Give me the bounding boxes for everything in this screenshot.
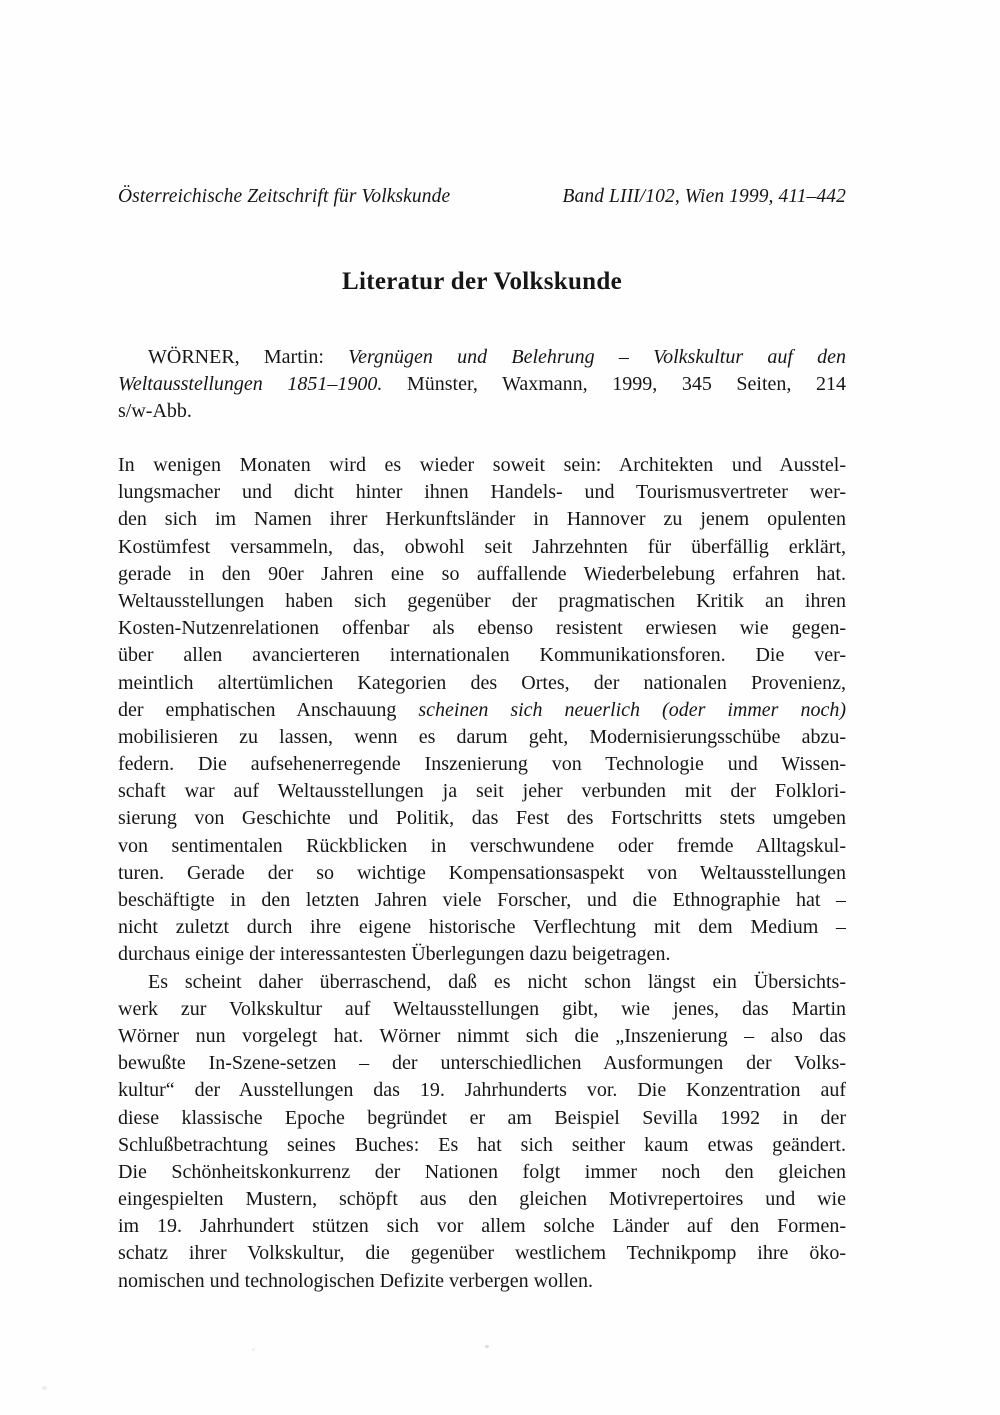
text-segment: sierung von Geschichte und Politik, das Fest des Fortschritts stets umgeben (118, 807, 846, 830)
italic-text-segment: Weltausstellungen 1851–1900. (118, 373, 383, 396)
text-segment: meintlich altertümlichen Kategorien des Ortes, der nationalen Provenienz, (118, 671, 846, 694)
text-segment: schatz ihrer Volkskultur, die gegenüber westlichem Technikpomp ihre öko- (118, 1242, 846, 1265)
body-paragraph-1 (118, 452, 846, 969)
text-line (118, 670, 846, 697)
text-segment: gerade in den 90er Jahren eine so auffallende Wiederbelebung erfahren hat. (118, 562, 846, 585)
text-line (118, 1240, 846, 1267)
text-line (118, 1268, 846, 1295)
page-title: Literatur der Volkskunde (342, 268, 622, 295)
text-segment: beschäftigte in den letzten Jahren viele Forscher, und die Ethnographie hat – (118, 889, 846, 911)
text-segment: Weltausstellungen haben sich gegenüber der pragmatischen Kritik an ihren (118, 589, 846, 612)
text-segment: eingespielten Mustern, schöpft aus den gleichen Motivrepertoires und wie (118, 1188, 846, 1211)
text-line (118, 1213, 846, 1240)
journal-name: Österreichische Zeitschrift für Volkskunde (118, 186, 451, 207)
text-line (118, 452, 846, 479)
text-line (118, 1050, 846, 1077)
text-segment: schaft war auf Weltausstellungen ja seit jeher verbunden mit der Folklori- (118, 780, 846, 803)
text-segment: den sich im Namen ihrer Herkunftsländer in Hannover zu jenem opulenten (118, 508, 846, 531)
text-line (118, 344, 846, 371)
text-segment: kultur“ der Ausstellungen das 19. Jahrhunderts vor. Die Konzentration auf (118, 1079, 846, 1102)
text-segment: mobilisieren zu lassen, wenn es darum geht, Modernisierungsschübe abzu- (118, 725, 846, 748)
text-line (118, 1077, 846, 1104)
scan-speck (42, 1386, 47, 1390)
text-segment: werk zur Volkskultur auf Weltausstellungen gibt, wie jenes, das Martin (118, 997, 846, 1020)
scan-speck (485, 1345, 489, 1348)
text-line (118, 941, 846, 968)
body-paragraph-2 (118, 969, 846, 1295)
italic-text-segment: scheinen sich neuerlich (oder immer noch) (418, 698, 846, 721)
text-segment: In wenigen Monaten wird es wieder soweit sein: Architekten und Ausstel- (118, 454, 846, 476)
text-line (118, 996, 846, 1023)
text-line (118, 914, 846, 941)
italic-text-segment: Vergnügen und Belehrung – Volkskultur auf den (348, 346, 846, 368)
text-line (118, 724, 846, 751)
issue-info: Band LIII/102, Wien 1999, 411–442 (562, 186, 846, 207)
text-line (118, 534, 846, 561)
text-line (118, 1132, 846, 1159)
text-line (118, 833, 846, 860)
text-segment: von sentimentalen Rückblicken in verschwundene oder fremde Alltagskul- (118, 834, 846, 857)
text-segment: Münster, Waxmann, 1999, 345 Seiten, 214 (382, 373, 846, 396)
text-segment: nicht zuletzt durch ihre eigene historische Verflechtung mit dem Medium – (118, 916, 846, 939)
text-segment: Es scheint daher überraschend, daß es nicht schon längst ein Übersichts- (148, 970, 846, 993)
text-segment: Die Schönheitskonkurrenz der Nationen folgt immer noch den gleichen (118, 1160, 846, 1183)
text-segment: federn. Die aufsehenerregende Inszenierung von Technologie und Wissen- (118, 753, 846, 776)
body-text (118, 452, 846, 1295)
text-segment: im 19. Jahrhundert stützen sich vor allem solche Länder auf den Formen- (118, 1215, 846, 1238)
text-segment: Kostümfest versammeln, das, obwohl seit Jahrzehnten für überfällig erklärt, (118, 535, 846, 558)
text-segment: lungsmacher und dicht hinter ihnen Handels- und Tourismusvertreter wer- (118, 481, 846, 504)
text-line (118, 860, 846, 887)
text-line (118, 969, 846, 996)
text-segment: durchaus einige der interessantesten Überlegungen dazu beigetragen. (118, 943, 671, 966)
text-segment: Wörner nun vorgelegt hat. Wörner nimmt sich die „Inszenierung – also das (118, 1024, 846, 1047)
text-segment: diese klassische Epoche begründet er am Beispiel Sevilla 1992 in der (118, 1106, 846, 1129)
running-head (118, 186, 846, 208)
text-line (118, 1023, 846, 1050)
text-segment: Kosten-Nutzenrelationen offenbar als ebenso resistent erwiesen wie gegen- (118, 617, 846, 640)
text-line (118, 1159, 846, 1186)
text-line (118, 561, 846, 588)
text-line (118, 398, 846, 425)
text-line (118, 751, 846, 778)
text-line (118, 615, 846, 642)
text-line (118, 1105, 846, 1132)
text-segment: s/w-Abb. (118, 400, 192, 423)
text-segment: turen. Gerade der so wichtige Kompensationsaspekt von Weltausstellungen (118, 861, 846, 884)
text-line (118, 778, 846, 805)
citation-paragraph (118, 344, 846, 426)
text-segment: über allen avancierteren internationalen Kommunikationsforen. Die ver- (118, 644, 846, 667)
text-line (118, 697, 846, 724)
text-line (118, 805, 846, 832)
text-segment: bewußte In-Szene-setzen – der unterschiedlichen Ausformungen der Volks- (118, 1052, 846, 1075)
text-line (118, 642, 846, 669)
text-segment: nomischen und technologischen Defizite verbergen wollen. (118, 1269, 594, 1292)
text-line (118, 588, 846, 615)
text-line (118, 887, 846, 914)
text-line (118, 371, 846, 398)
text-line (118, 506, 846, 533)
scan-speck (252, 1348, 255, 1351)
text-line (118, 479, 846, 506)
text-segment: der emphatischen Anschauung (118, 698, 419, 721)
text-segment: WÖRNER, Martin: (148, 346, 349, 368)
text-line (118, 1186, 846, 1213)
text-segment: Schlußbetrachtung seines Buches: Es hat sich seither kaum etwas geändert. (118, 1133, 846, 1156)
